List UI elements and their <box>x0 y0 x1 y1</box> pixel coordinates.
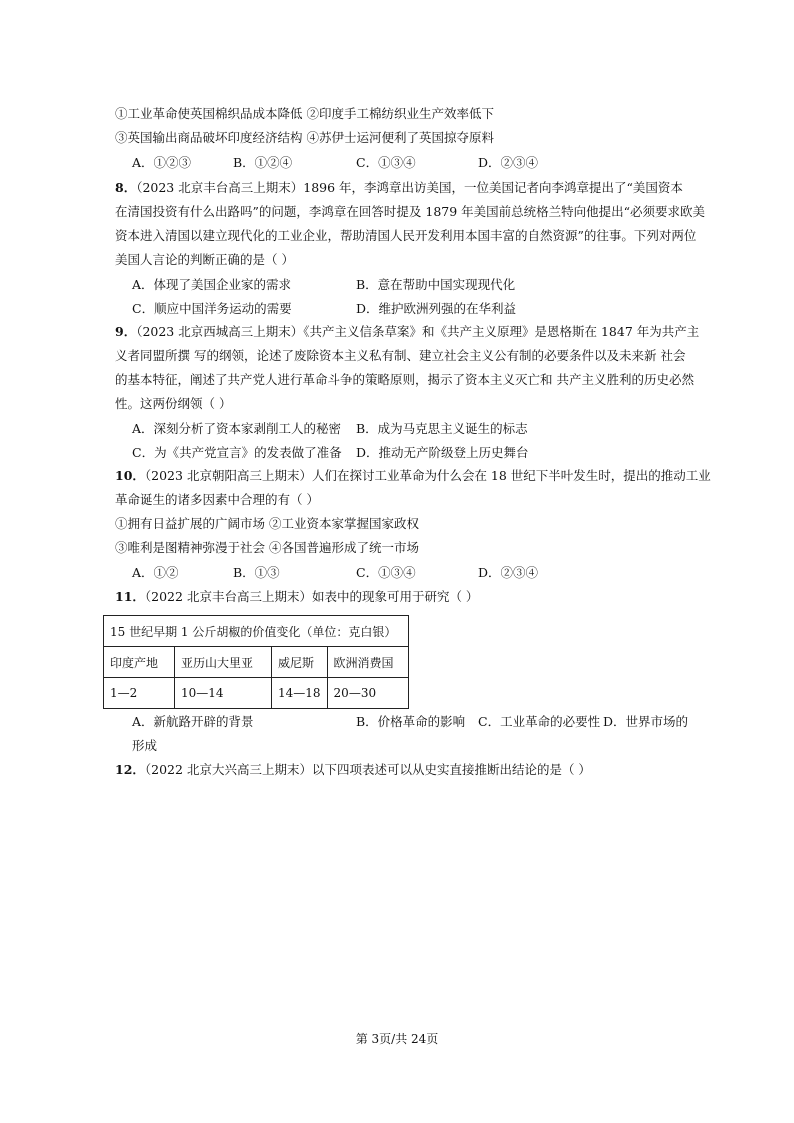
page-footer: 第 3页/共 24页 <box>355 1032 439 1046</box>
q8-number: 8． <box>115 180 137 195</box>
q10-statements-1: ①拥有日益扩展的广阔市场 ②工业资本家掌握国家政权 <box>115 516 419 531</box>
q11-option-a[interactable]: A．新航路开辟的背景 <box>132 714 254 729</box>
q9-number: 9． <box>115 324 137 339</box>
header-india: 印度产地 <box>104 647 175 678</box>
q8-line-1: 8．（2023 北京丰台高三上期末）1896 年，李鸿章出访美国，一位美国记者向李鸿章提出了“美国资本 <box>115 180 683 195</box>
q11-line: 11．（2022 北京丰台高三上期末）如表中的现象可用于研究（ ） <box>115 589 479 604</box>
q8-options-row-1 <box>0 276 794 294</box>
value-india: 1—2 <box>104 678 175 709</box>
q8-option-c[interactable]: C．顺应中国洋务运动的需要 <box>132 301 292 316</box>
q11-option-c[interactable]: C．工业革命的必要性 <box>478 714 601 729</box>
q8-line-3: 资本进入清国以建立现代化的工业企业，帮助清国人民开发利用本国丰富的自然资源”的往事。下列对两位 <box>115 228 697 243</box>
q8-option-a[interactable]: A．体现了美国企业家的需求 <box>132 277 292 292</box>
header-europe: 欧洲消费国 <box>327 647 408 678</box>
table-caption: 15 世纪早期 1 公斤胡椒的价值变化（单位：克白银） <box>104 616 409 647</box>
q7-option-a[interactable]: A．①②③ <box>132 155 192 170</box>
value-venice: 14—18 <box>272 678 328 709</box>
q9-option-c[interactable]: C．为《共产党宣言》的发表做了准备 <box>132 445 342 460</box>
q7-statements-1: ①工业革命使英国棉织品成本降低 ②印度手工棉纺织业生产效率低下 <box>115 106 494 121</box>
q11-option-b[interactable]: B．价格革命的影响 <box>356 714 466 729</box>
q12-number: 12． <box>115 762 145 777</box>
q10-number: 10． <box>115 468 145 483</box>
q9-option-b[interactable]: B．成为马克思主义诞生的标志 <box>356 421 528 436</box>
q7-options <box>0 154 794 172</box>
q10-statements-2: ③唯利是图精神弥漫于社会 ④各国普遍形成了统一市场 <box>115 540 419 555</box>
q10-option-c[interactable]: C．①③④ <box>356 565 416 580</box>
pepper-price-table <box>103 615 409 709</box>
q9-line-3: 的基本特征，阐述了共产党人进行革命斗争的策略原则，揭示了资本主义灭亡和 共产主义胜利的历史必然 <box>115 372 694 387</box>
q11-option-d[interactable]: D．世界市场的 <box>603 714 689 729</box>
q9-option-d[interactable]: D．推动无产阶级登上历史舞台 <box>356 445 529 460</box>
q8-option-b[interactable]: B．意在帮助中国实现现代化 <box>356 277 516 292</box>
q11-options <box>0 713 794 731</box>
q8-line-2: 在清国投资有什么出路吗”的问题，李鸿章在回答时提及 1879 年美国前总统格兰特向他提出“必须要求欧美 <box>115 204 706 219</box>
q10-line-2: 革命诞生的诸多因素中合理的有（ ） <box>115 492 319 507</box>
q9-option-a[interactable]: A．深刻分析了资本家剥削工人的秘密 <box>132 421 342 436</box>
q9-line-2: 义者同盟所撰 写的纲领，论述了废除资本主义私有制、建立社会主义公有制的必要条件以及未来新 社会 <box>115 348 686 363</box>
q9-options-row-1 <box>0 420 794 438</box>
q12-line: 12．（2022 北京大兴高三上期末）以下四项表述可以从史实直接推断出结论的是（ ） <box>115 762 591 777</box>
header-venice: 威尼斯 <box>272 647 328 678</box>
table-header-row <box>104 647 409 678</box>
q8-line-4: 美国人言论的判断正确的是（ ） <box>115 252 294 267</box>
q9-line-1: 9．（2023 北京西城高三上期末）《共产主义信条草案》和《共产主义原理》是恩格斯在 1847 年为共产主 <box>115 324 700 339</box>
q11-option-d-wrap: 形成 <box>132 738 158 753</box>
q10-line-1: 10．（2023 北京朝阳高三上期末）人们在探讨工业革命为什么会在 18 世纪下半叶发生时，提出的推动工业 <box>115 468 711 483</box>
q10-option-d[interactable]: D．②③④ <box>478 565 539 580</box>
q7-option-d[interactable]: D．②③④ <box>478 155 539 170</box>
table-value-row <box>104 678 409 709</box>
q7-option-b[interactable]: B．①②④ <box>233 155 293 170</box>
q9-line-4: 性。这两份纲领（ ） <box>115 396 232 411</box>
q9-options-row-2 <box>0 444 794 462</box>
q10-options <box>0 564 794 582</box>
q8-option-d[interactable]: D．维护欧洲列强的在华利益 <box>356 301 517 316</box>
q7-statements-2: ③英国输出商品破坏印度经济结构 ④苏伊士运河便利了英国掠夺原料 <box>115 130 494 145</box>
header-alexandria: 亚历山大里亚 <box>175 647 272 678</box>
q10-option-a[interactable]: A．①② <box>132 565 179 580</box>
q8-options-row-2 <box>0 300 794 318</box>
q11-number: 11． <box>115 589 145 604</box>
q7-option-c[interactable]: C．①③④ <box>356 155 416 170</box>
value-europe: 20—30 <box>327 678 408 709</box>
q10-option-b[interactable]: B．①③ <box>233 565 280 580</box>
value-alexandria: 10—14 <box>175 678 272 709</box>
